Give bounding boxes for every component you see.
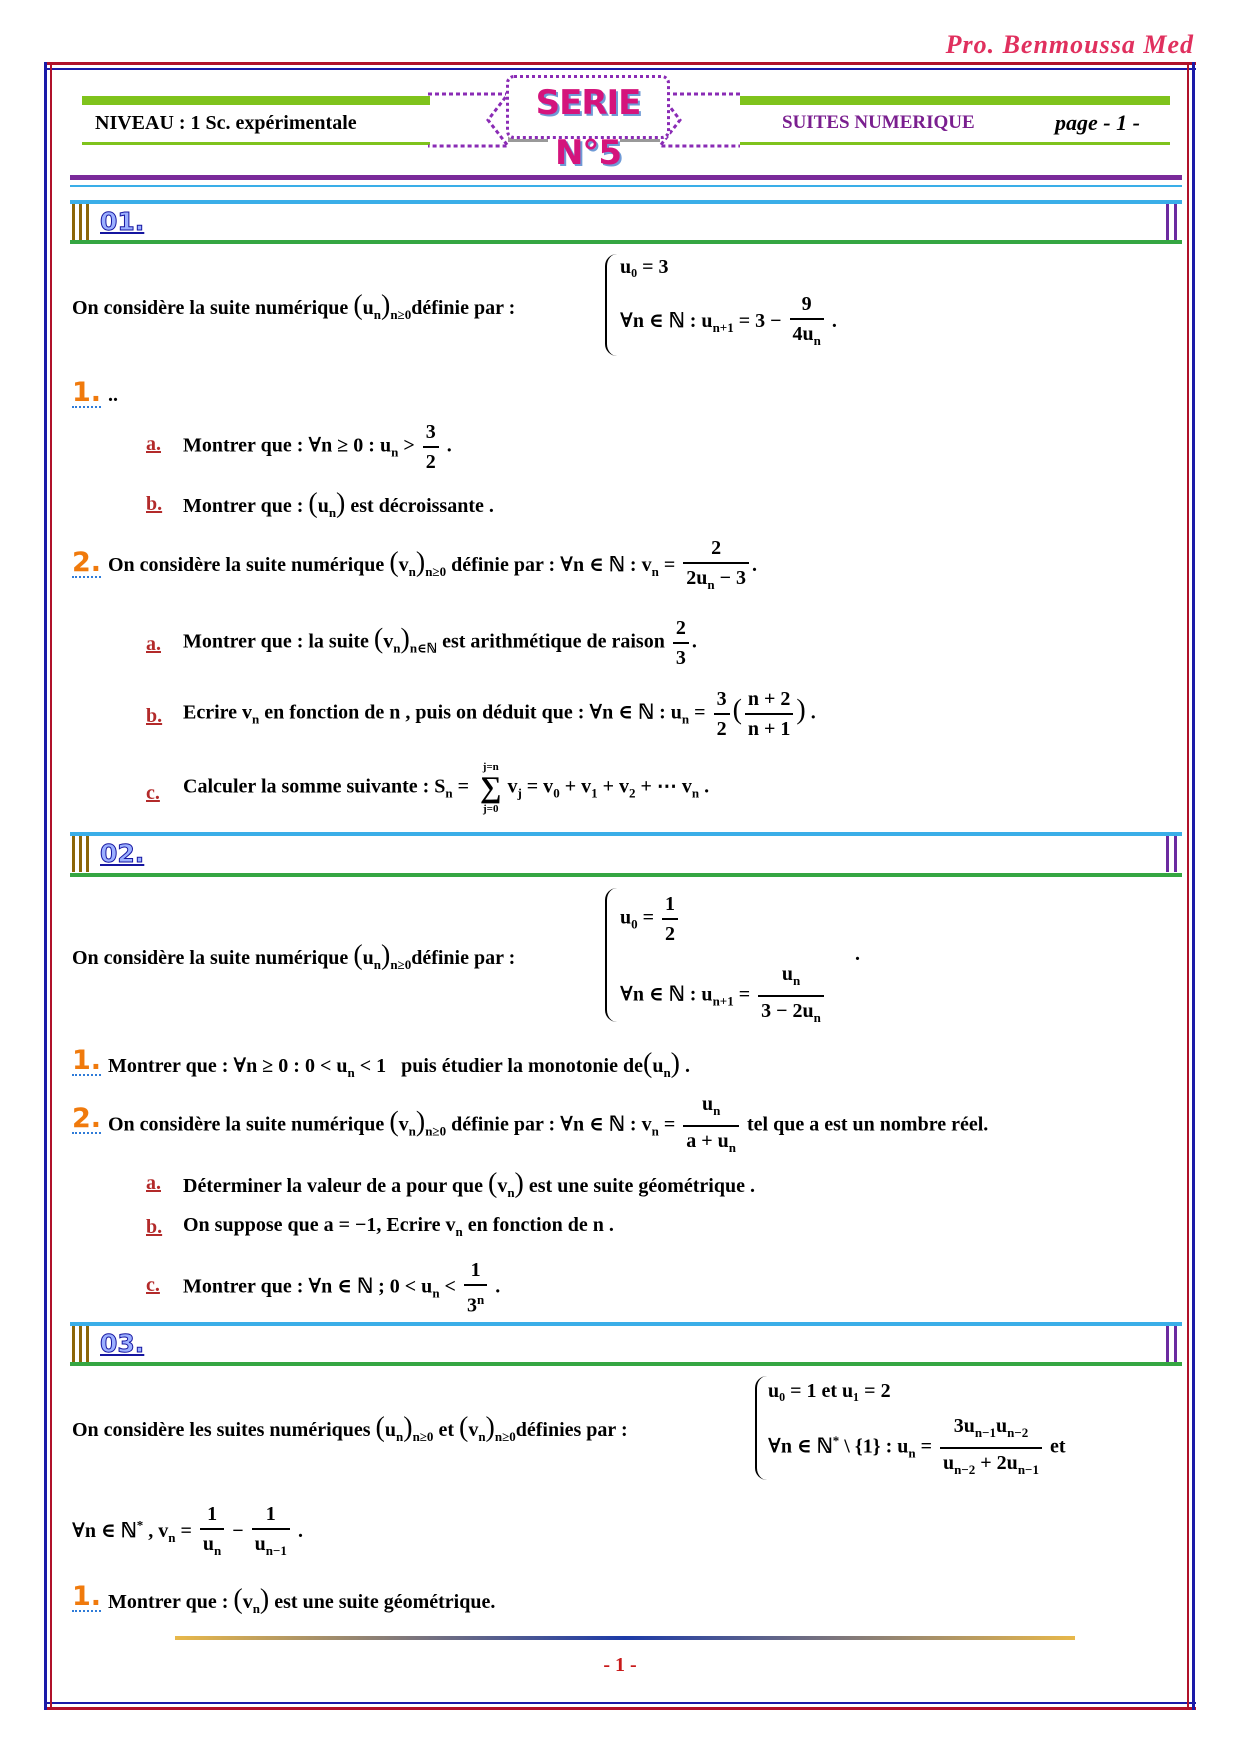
ex1-q2b-label: b. (146, 705, 163, 727)
ex2-q2b-after: en fonction de n . (467, 1214, 614, 1236)
ex1-q2-number: 2. (72, 547, 102, 578)
ex1-q2a-label: a. (146, 633, 161, 655)
ex3-intro-text: On considère les suites numériques (72, 1419, 371, 1441)
ex3-header-bottom-line (70, 1362, 1182, 1366)
ex2-q1-number: 1. (72, 1045, 102, 1076)
ex1-q1a-label: a. (146, 433, 161, 455)
ex1-header-top-line (70, 200, 1182, 204)
ex1-q1-number: 1. (72, 377, 102, 408)
ex2-left-bars (72, 836, 90, 872)
ex2-q2c-text: Montrer que : (183, 1275, 304, 1298)
ex2-q1: Montrer que : ∀n ≥ 0 : $0 < u_n < 1$ puis étudier la monotonie $de(u_n)$ . (108, 1048, 690, 1080)
ex3-initial: u₀ = 1 et u₁ = 2 (768, 1380, 891, 1402)
ex2-q2c: Montrer que : ∀n ∈ ℕ ; $0 < u_n$ < $\frac{1}{3^n}$ . (183, 1256, 500, 1320)
ex1-q2c-text: Calculer la somme suivante : (183, 775, 430, 798)
ex2-q2a-label: a. (146, 1172, 161, 1194)
header-green-line-right (740, 142, 1170, 145)
ex2-q2b: On suppose que a = −1, Ecrire $v_n$ en fonction de n . (183, 1214, 614, 1239)
ex3-intro: On considère les suites numériques $(u_n)_{n\ge 0}$ et $(v_n)_{n\ge 0}définies$ par : (72, 1412, 628, 1444)
header-separator-thin (70, 185, 1182, 187)
header-green-bar-left (82, 96, 430, 105)
ex2-q1-mid: puis étudier la monotonie de (401, 1055, 643, 1077)
ex1-brace (605, 254, 617, 356)
ex3-brace (755, 1376, 767, 1480)
ex3-right-bars (1166, 1326, 1180, 1362)
ex2-u0: $u_0$ = $\frac{1}{2}$ (620, 890, 681, 948)
left-border (44, 62, 47, 1710)
ex3-q1-after: est une suite géométrique. (274, 1591, 496, 1613)
chapter-title: SUITES NUMERIQUE (782, 112, 975, 133)
ex1-right-bars (1166, 204, 1180, 240)
ex2-q2b-label: b. (146, 1216, 163, 1238)
header-green-line-left (82, 142, 430, 145)
ex3-number: 03. (100, 1329, 145, 1358)
ex3-intro-after: définies par : (515, 1419, 628, 1441)
right-border (1192, 62, 1195, 1710)
ex1-q1a: Montrer que : ∀n ≥ 0 : $u_n$ > $\frac{3}{2}$ . (183, 418, 452, 476)
ex1-q2a-after: est arithmétique de raison (442, 630, 665, 653)
top-border (44, 62, 1196, 65)
author-signature: Pro. Benmoussa Med (945, 30, 1194, 59)
ex3-header-top-line (70, 1322, 1182, 1326)
niveau-label: NIVEAU : 1 Sc. expérimentale (95, 112, 357, 134)
ex2-q2-after: tel que a est un nombre réel. (747, 1113, 989, 1136)
ex1-q2-text: On considère la suite numérique (108, 554, 385, 577)
ex1-q2c: Calculer la somme suivante : $S_n$ = j=n ∑ j=0 $v_j = v_0 + v_1 + v_2$ + ⋯ $v_n$ . (183, 761, 710, 815)
ex3-recurrence: ∀n ∈ ℕ* \ {1} : $u_n$ = $\frac{3u_{n-1}u_{n-2}}{u_{n-2} + 2u_{n-1}}$ et (768, 1412, 1066, 1484)
ex2-q1-text: Montrer que : (108, 1055, 229, 1077)
footer-page-number: - 1 - (603, 1654, 637, 1676)
ex3-et: et (1049, 1435, 1066, 1458)
ex2-q2c-label: c. (146, 1274, 160, 1296)
header-green-bar-right (740, 96, 1170, 105)
ex2-q2-def: définie par : (451, 1113, 556, 1136)
ex1-q2b-text: Ecrire (183, 701, 238, 724)
ex1-q1b-label: b. (146, 493, 163, 515)
ex1-q2b: Ecrire $v_n$ en fonction de n , puis on déduit que : ∀n ∈ ℕ : $u_n$ = $\frac{3}{2}$ ( $\frac{n + 2}{n + 1}$ ) . (183, 685, 816, 743)
header-separator (70, 175, 1182, 180)
ex1-q1-text: .. (108, 384, 118, 406)
ex3-left-bars (72, 1326, 90, 1362)
ex1-left-bars (72, 204, 90, 240)
bottom-border-inner (44, 1702, 1196, 1704)
ex2-q2-text: On considère la suite numérique (108, 1113, 385, 1136)
ex1-intro-text: On considère la suite numérique (72, 297, 349, 319)
ex3-intro-and: et (438, 1419, 454, 1441)
serie-title: SERIE N°5 (535, 83, 641, 173)
ex2-header-bottom-line (70, 873, 1182, 877)
ex1-q1b: Montrer que : $(u_n)$ est décroissante . (183, 488, 494, 520)
ex1-q2b-mid: en fonction de n , puis on déduit que : (264, 701, 585, 724)
page-indicator: page - 1 - (1055, 110, 1140, 135)
ex1-number: 01. (100, 207, 145, 236)
ex2-number: 02. (100, 839, 145, 868)
footer-divider (175, 1636, 1075, 1640)
ex1-u0: u₀ = 3 (620, 256, 669, 278)
ex2-period: . (855, 943, 860, 965)
ex2-header-top-line (70, 832, 1182, 836)
ex2-recurrence: ∀n ∈ ℕ : $u_{n+1}$ = $\frac{u_n}{3 - 2u_n}$ (620, 960, 827, 1032)
ex1-q2a: Montrer que : la suite $(v_n)_{n\in ℕ}$ est arithmétique de raison $\frac{2}{3}$ . (183, 614, 697, 672)
ex1-q2-def: définie par : (451, 554, 556, 577)
ex1-header-bottom-line (70, 240, 1182, 244)
left-border-inner (50, 62, 52, 1710)
ex2-intro-text: On considère la suite numérique (72, 947, 349, 969)
ex2-q2a-text: Déterminer la valeur de a pour que (183, 1175, 483, 1197)
ex3-q1-text: Montrer que : (108, 1591, 229, 1613)
ex2-intro: On considère la suite numérique $(u_n)_{n\ge 0}définie$ par : (72, 940, 516, 972)
ex3-q1-number: 1. (72, 1581, 102, 1612)
ex1-q2: On considère la suite numérique $(v_n)_{n\ge 0}$ définie par : ∀n ∈ ℕ : $v_n$ = $\frac{2}{2u_n - 3}$ . (108, 534, 757, 599)
ex1-intro-after: définie par : (411, 297, 516, 319)
ex2-brace (605, 888, 617, 1022)
ex1-recurrence: ∀n ∈ ℕ : $u_{n+1} = 3$ − $\frac{9}{4u_n}$ . (620, 290, 837, 355)
ex1-q2c-label: c. (146, 782, 160, 804)
serie-title-box (506, 75, 670, 173)
ex2-right-bars (1166, 836, 1180, 872)
ex2-q2a-after: est une suite géométrique . (528, 1175, 755, 1197)
ex3-vn-def: ∀n ∈ ℕ* , $v_n$ = $\frac{1}{u_n}$ − $\frac{1}{u_{n-1}}$ . (72, 1500, 303, 1565)
ex2-q2-number: 2. (72, 1103, 102, 1134)
ex2-q2b-mid: , Ecrire (376, 1214, 441, 1236)
ex1-q1b-after: est décroissante . (350, 495, 494, 517)
ex1-q2a-text: Montrer que : la suite (183, 630, 369, 653)
bottom-border (44, 1707, 1196, 1710)
ex2-q2: On considère la suite numérique $(v_n)_{n\ge 0}$ définie par : ∀n ∈ ℕ : $v_n$ = $\frac{u_n}{a + u_n}$ tel que a est un nombre réel. (108, 1090, 988, 1162)
ex1-q1a-text: Montrer que : (183, 434, 304, 457)
ex2-intro-after: définie par : (411, 947, 516, 969)
ex1-intro: On considère la suite numérique $(u_n)_{n\ge 0}définie$ par : (72, 290, 516, 322)
right-border-inner (1187, 62, 1189, 1710)
ex1-q1b-text: Montrer que : (183, 495, 304, 517)
ex2-q2a: Déterminer la valeur de a pour que $(v_n)$ est une suite géométrique . (183, 1168, 755, 1200)
ex3-q1: Montrer que : $(v_n)$ est une suite géométrique. (108, 1584, 496, 1616)
top-border-inner (44, 68, 1196, 70)
ex2-q2b-text: On suppose que (183, 1214, 319, 1236)
